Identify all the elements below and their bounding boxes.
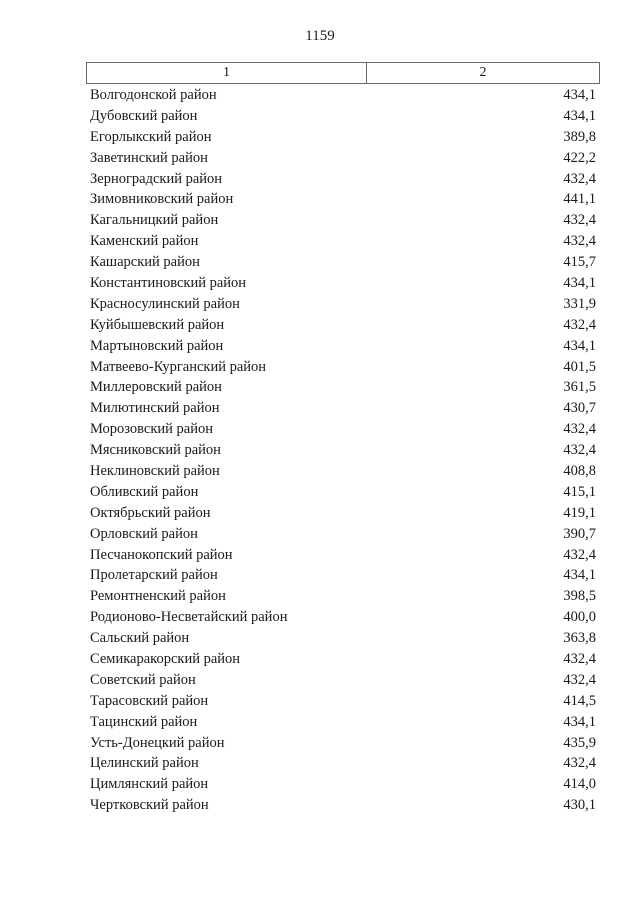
- table-row: [90, 545, 596, 566]
- table-row: [90, 357, 596, 378]
- table-row: [90, 461, 596, 482]
- district-value: 432,4: [563, 546, 596, 563]
- district-name: Заветинский район: [90, 149, 208, 166]
- table-row: [90, 524, 596, 545]
- district-value: 419,1: [563, 504, 596, 521]
- district-name: Родионово-Несветайский район: [90, 609, 288, 626]
- table-row: [90, 169, 596, 190]
- district-value: 434,1: [563, 107, 596, 124]
- district-name: Миллеровский район: [90, 379, 222, 396]
- district-value: 434,1: [563, 274, 596, 291]
- table-row: [90, 628, 596, 649]
- table-row: [90, 398, 596, 419]
- district-value: 432,4: [563, 421, 596, 438]
- district-value: 432,4: [563, 755, 596, 772]
- district-name: Куйбышевский район: [90, 316, 225, 333]
- district-name: Егорлыкский район: [90, 128, 212, 145]
- column-header-1: 1: [87, 63, 367, 83]
- district-value: 408,8: [563, 462, 596, 479]
- district-value: 432,4: [563, 170, 596, 187]
- district-name: Неклиновский район: [90, 462, 220, 479]
- district-name: Красносулинский район: [90, 295, 240, 312]
- district-name: Семикаракорский район: [90, 650, 241, 667]
- table-row: [90, 85, 596, 106]
- table-row: [90, 148, 596, 169]
- district-value: 432,4: [563, 442, 596, 459]
- district-name: Дубовский район: [90, 107, 198, 124]
- table-row: [90, 273, 596, 294]
- table-row: [90, 712, 596, 733]
- page-number: 1159: [305, 28, 335, 44]
- table-row: [90, 377, 596, 398]
- district-value: 361,5: [563, 379, 596, 396]
- district-name: Пролетарский район: [90, 567, 218, 584]
- district-value: 422,2: [563, 149, 596, 166]
- district-name: Зерноградский район: [90, 170, 223, 187]
- district-value: 430,1: [563, 797, 596, 814]
- district-name: Мартыновский район: [90, 337, 224, 354]
- district-value: 435,9: [563, 734, 596, 751]
- district-name: Матвеево-Курганский район: [90, 358, 267, 375]
- district-name: Константиновский район: [90, 274, 247, 291]
- district-value: 389,8: [563, 128, 596, 145]
- table-row: [90, 482, 596, 503]
- district-value: 415,1: [563, 483, 596, 500]
- district-name: Волгодонской район: [90, 86, 217, 103]
- district-name: Сальский район: [90, 630, 190, 647]
- district-value: 414,0: [563, 776, 596, 793]
- district-value: 432,4: [563, 316, 596, 333]
- table-body: [90, 85, 596, 816]
- district-value: 432,4: [563, 671, 596, 688]
- table-row: [90, 127, 596, 148]
- district-value: 414,5: [563, 692, 596, 709]
- column-header-2: 2: [479, 65, 487, 80]
- district-name: Тарасовский район: [90, 692, 209, 709]
- table-row: [90, 231, 596, 252]
- table-row: [90, 315, 596, 336]
- table-row: [90, 754, 596, 775]
- district-value: 430,7: [563, 400, 596, 417]
- table-row: [90, 649, 596, 670]
- district-name: Цимлянский район: [90, 776, 209, 793]
- district-name: Мясниковский район: [90, 442, 221, 459]
- district-value: 441,1: [563, 191, 596, 208]
- district-name: Тацинский район: [90, 713, 198, 730]
- district-value: 434,1: [563, 713, 596, 730]
- table-row: [90, 565, 596, 586]
- district-value: 432,4: [563, 233, 596, 250]
- district-value: 390,7: [563, 525, 596, 542]
- table-row: [90, 503, 596, 524]
- district-name: Целинский район: [90, 755, 199, 772]
- district-value: 432,4: [563, 212, 596, 229]
- table-row: [90, 670, 596, 691]
- table-row: [90, 691, 596, 712]
- table-row: [90, 106, 596, 127]
- district-name: Обливский район: [90, 483, 199, 500]
- district-value: 432,4: [563, 650, 596, 667]
- district-value: 400,0: [563, 609, 596, 626]
- district-name: Усть-Донецкий район: [90, 734, 225, 751]
- district-name: Каменский район: [90, 233, 199, 250]
- district-name: Кашарский район: [90, 254, 200, 271]
- table-row: [90, 252, 596, 273]
- district-name: Милютинский район: [90, 400, 220, 417]
- district-name: Кагальницкий район: [90, 212, 219, 229]
- table-row: [90, 774, 596, 795]
- district-name: Зимовниковский район: [90, 191, 234, 208]
- table-row: [90, 607, 596, 628]
- district-value: 331,9: [563, 295, 596, 312]
- district-value: 415,7: [563, 254, 596, 271]
- district-name: Ремонтненский район: [90, 588, 226, 605]
- district-value: 398,5: [563, 588, 596, 605]
- district-value: 434,1: [563, 86, 596, 103]
- table-row: [90, 586, 596, 607]
- table-row: [90, 210, 596, 231]
- table-row: [90, 189, 596, 210]
- district-name: Чертковский район: [90, 797, 209, 814]
- table-header: [86, 62, 600, 84]
- table-row: [90, 294, 596, 315]
- table-row: [90, 419, 596, 440]
- district-value: 434,1: [563, 337, 596, 354]
- district-name: Песчанокопский район: [90, 546, 233, 563]
- table-row: [90, 336, 596, 357]
- district-name: Орловский район: [90, 525, 198, 542]
- table-row: [90, 440, 596, 461]
- district-name: Октябрьский район: [90, 504, 211, 521]
- district-name: Морозовский район: [90, 421, 214, 438]
- district-name: Советский район: [90, 671, 196, 688]
- table-row: [90, 795, 596, 816]
- district-value: 434,1: [563, 567, 596, 584]
- district-value: 401,5: [563, 358, 596, 375]
- district-value: 363,8: [563, 630, 596, 647]
- table-row: [90, 733, 596, 754]
